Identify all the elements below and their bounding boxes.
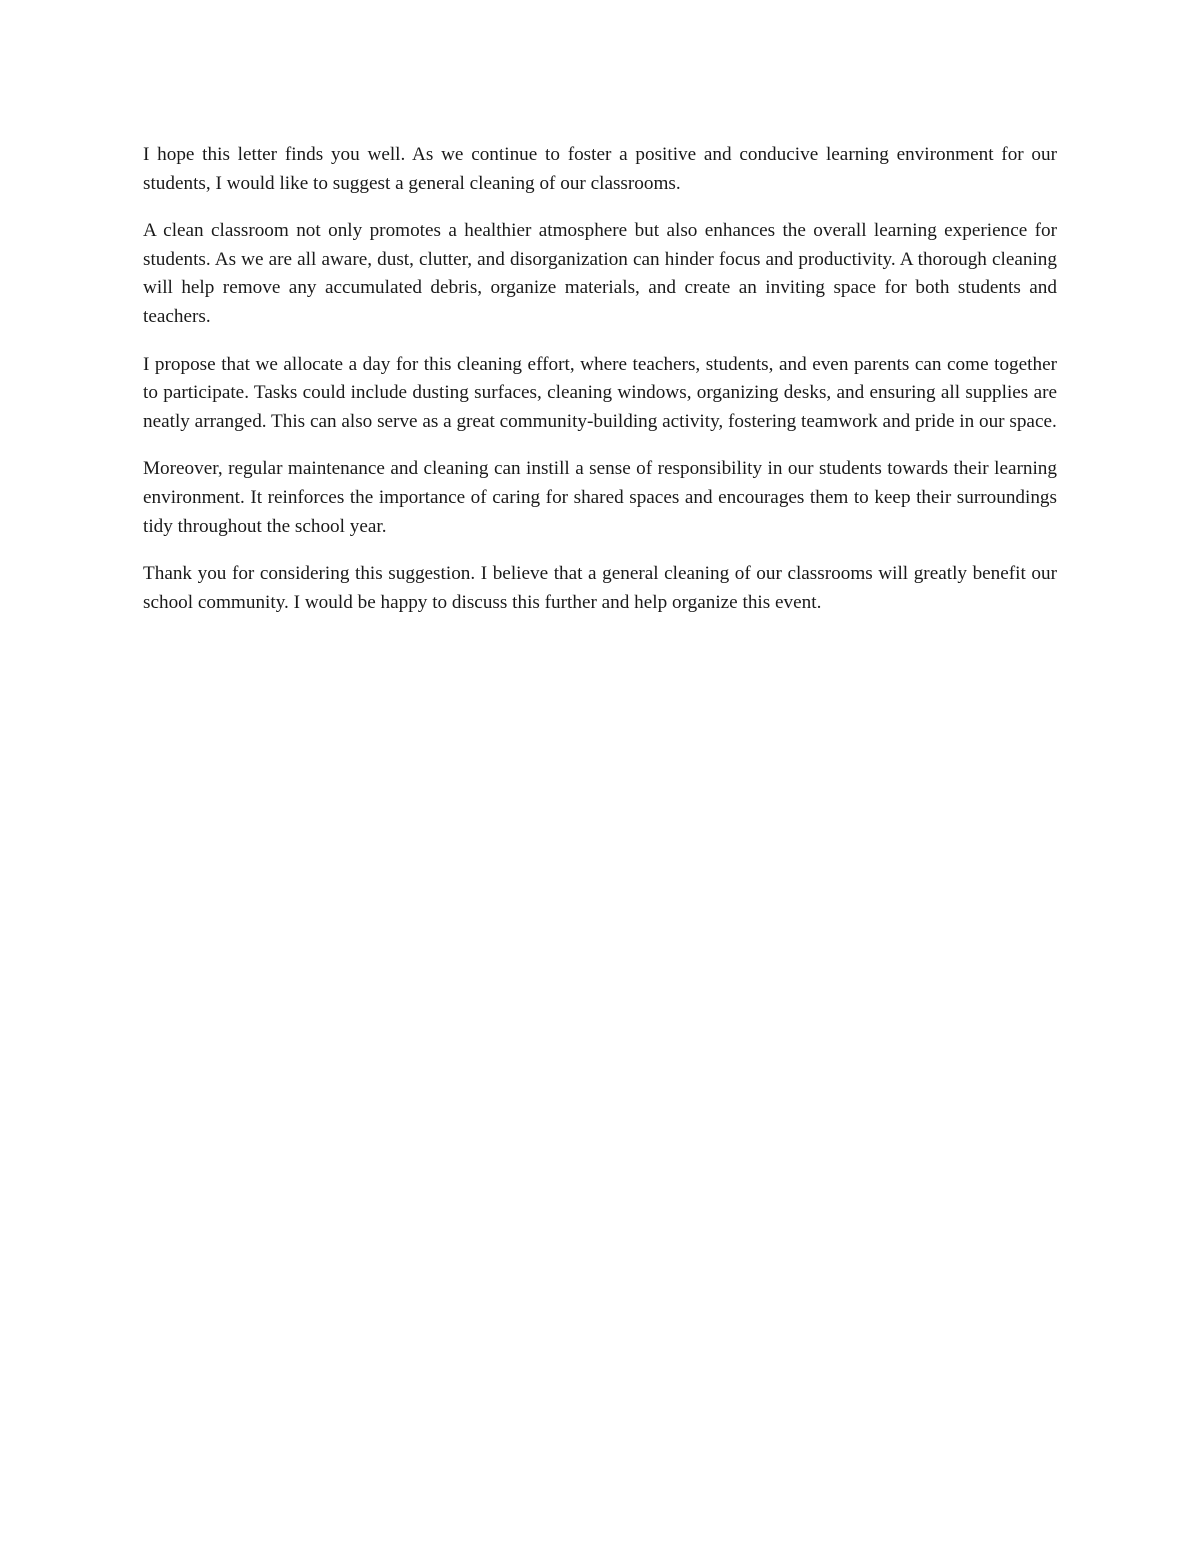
paragraph-proposal: I propose that we allocate a day for this cleaning effort, where teachers, students, and even parents can come together to participate. Tasks could include dusting surfaces, cleaning windows, organizing desks, and ensuring all supplies are neatly arranged. This can also serve as a great community-building activity, fostering teamwork and pride in our space.: [143, 353, 1057, 432]
letter-body: [143, 141, 1057, 636]
paragraph-closing: Thank you for considering this suggestion. I believe that a general cleaning of our classrooms will greatly benefit our school community. I would be happy to discuss this further and help organize this event.: [143, 563, 1057, 613]
paragraph-benefits: A clean classroom not only promotes a healthier atmosphere but also enhances the overall learning experience for students. As we are all aware, dust, clutter, and disorganization can hinder focus and productivity. A thorough cleaning will help remove any accumulated debris, organize materials, and create an inviting space for both students and teachers.: [143, 220, 1057, 327]
paragraph-responsibility: Moreover, regular maintenance and cleaning can instill a sense of responsibility in our students towards their learning environment. It reinforces the importance of caring for shared spaces and encourages them to keep their surroundings tidy throughout the school year.: [143, 458, 1057, 537]
paragraph-greeting: I hope this letter finds you well. As we continue to foster a positive and conducive learning environment for our students, I would like to suggest a general cleaning of our classrooms.: [143, 144, 1057, 194]
